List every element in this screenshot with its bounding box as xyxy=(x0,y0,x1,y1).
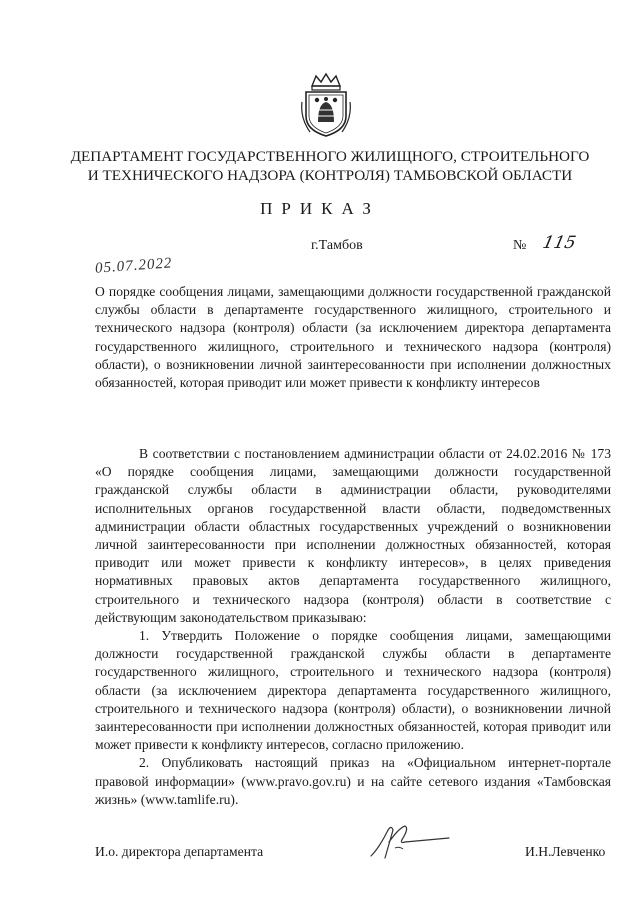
body-paragraph-preamble: В соответствии с постановлением администрации области от 24.02.2016 № 173 «О порядке сообщения лицами, замещающими должности государственной гражданской службы области в администрации области, руководителями исполнительных органов государственной власти области, подведомственных администрации области областных государственных учреждений о возникновении личной заинтересованности при исполнении должностных обязанностей, которая приводит или может привести к конфликту интересов», в целях приведения нормативных правовых актов департамента государственного жилищного, строительного и технического надзора (контроля) области в соответствие с действующим законодательством приказываю: xyxy=(95,446,611,625)
order-body xyxy=(95,445,611,809)
handwritten-date: 05.07.2022 xyxy=(94,255,173,277)
header-line-1: ДЕПАРТАМЕНТ ГОСУДАРСТВЕННОГО ЖИЛИЩНОГО, СТРОИТЕЛЬНОГО xyxy=(70,148,590,165)
city-label: г.Тамбов xyxy=(311,238,363,253)
coat-of-arms-emblem xyxy=(300,72,352,138)
handwritten-signature xyxy=(365,818,455,862)
body-paragraph-item-1: 1. Утвердить Положение о порядке сообщения лицами, замещающими должности государственной гражданской службы области в департаменте государственного жилищного, строительного и технического надзора (контроля) области (за исключением директора департамента государственного жилищного, строительного и технического надзора (контроля) области), о возникновении личной заинтересованности при исполнении должностных обязанностей, которая приводит или может привести к конфликту интересов, согласно приложению. xyxy=(95,628,611,753)
signatory-name: И.Н.Левченко xyxy=(525,844,606,859)
order-number: 115 xyxy=(540,233,578,253)
body-paragraph-item-2: 2. Опубликовать настоящий приказ на «Официальном интернет-портале правовой информации» (www.pravo.gov.ru) и на сайте сетевого издания «Тамбовская жизнь» (www.tamlife.ru). xyxy=(95,755,611,807)
order-subject: О порядке сообщения лицами, замещающими должности государственной гражданской службы области в департаменте государственного жилищного, строительного и технического надзора (контроля) области (за исключением директора департамента государственного жилищного, строительного и технического надзора (контроля) области), о возникновении личной заинтересованности при исполнении должностных обязанностей, которая приводит или может привести к конфликту интересов xyxy=(95,284,611,391)
document-type-title: ПРИКАЗ xyxy=(260,199,380,218)
department-header xyxy=(60,147,600,185)
number-label: № xyxy=(513,238,527,253)
header-line-2: И ТЕХНИЧЕСКОГО НАДЗОРА (КОНТРОЛЯ) ТАМБОВСКОЙ ОБЛАСТИ xyxy=(87,167,573,184)
signatory-title: И.о. директора департамента xyxy=(95,844,264,859)
